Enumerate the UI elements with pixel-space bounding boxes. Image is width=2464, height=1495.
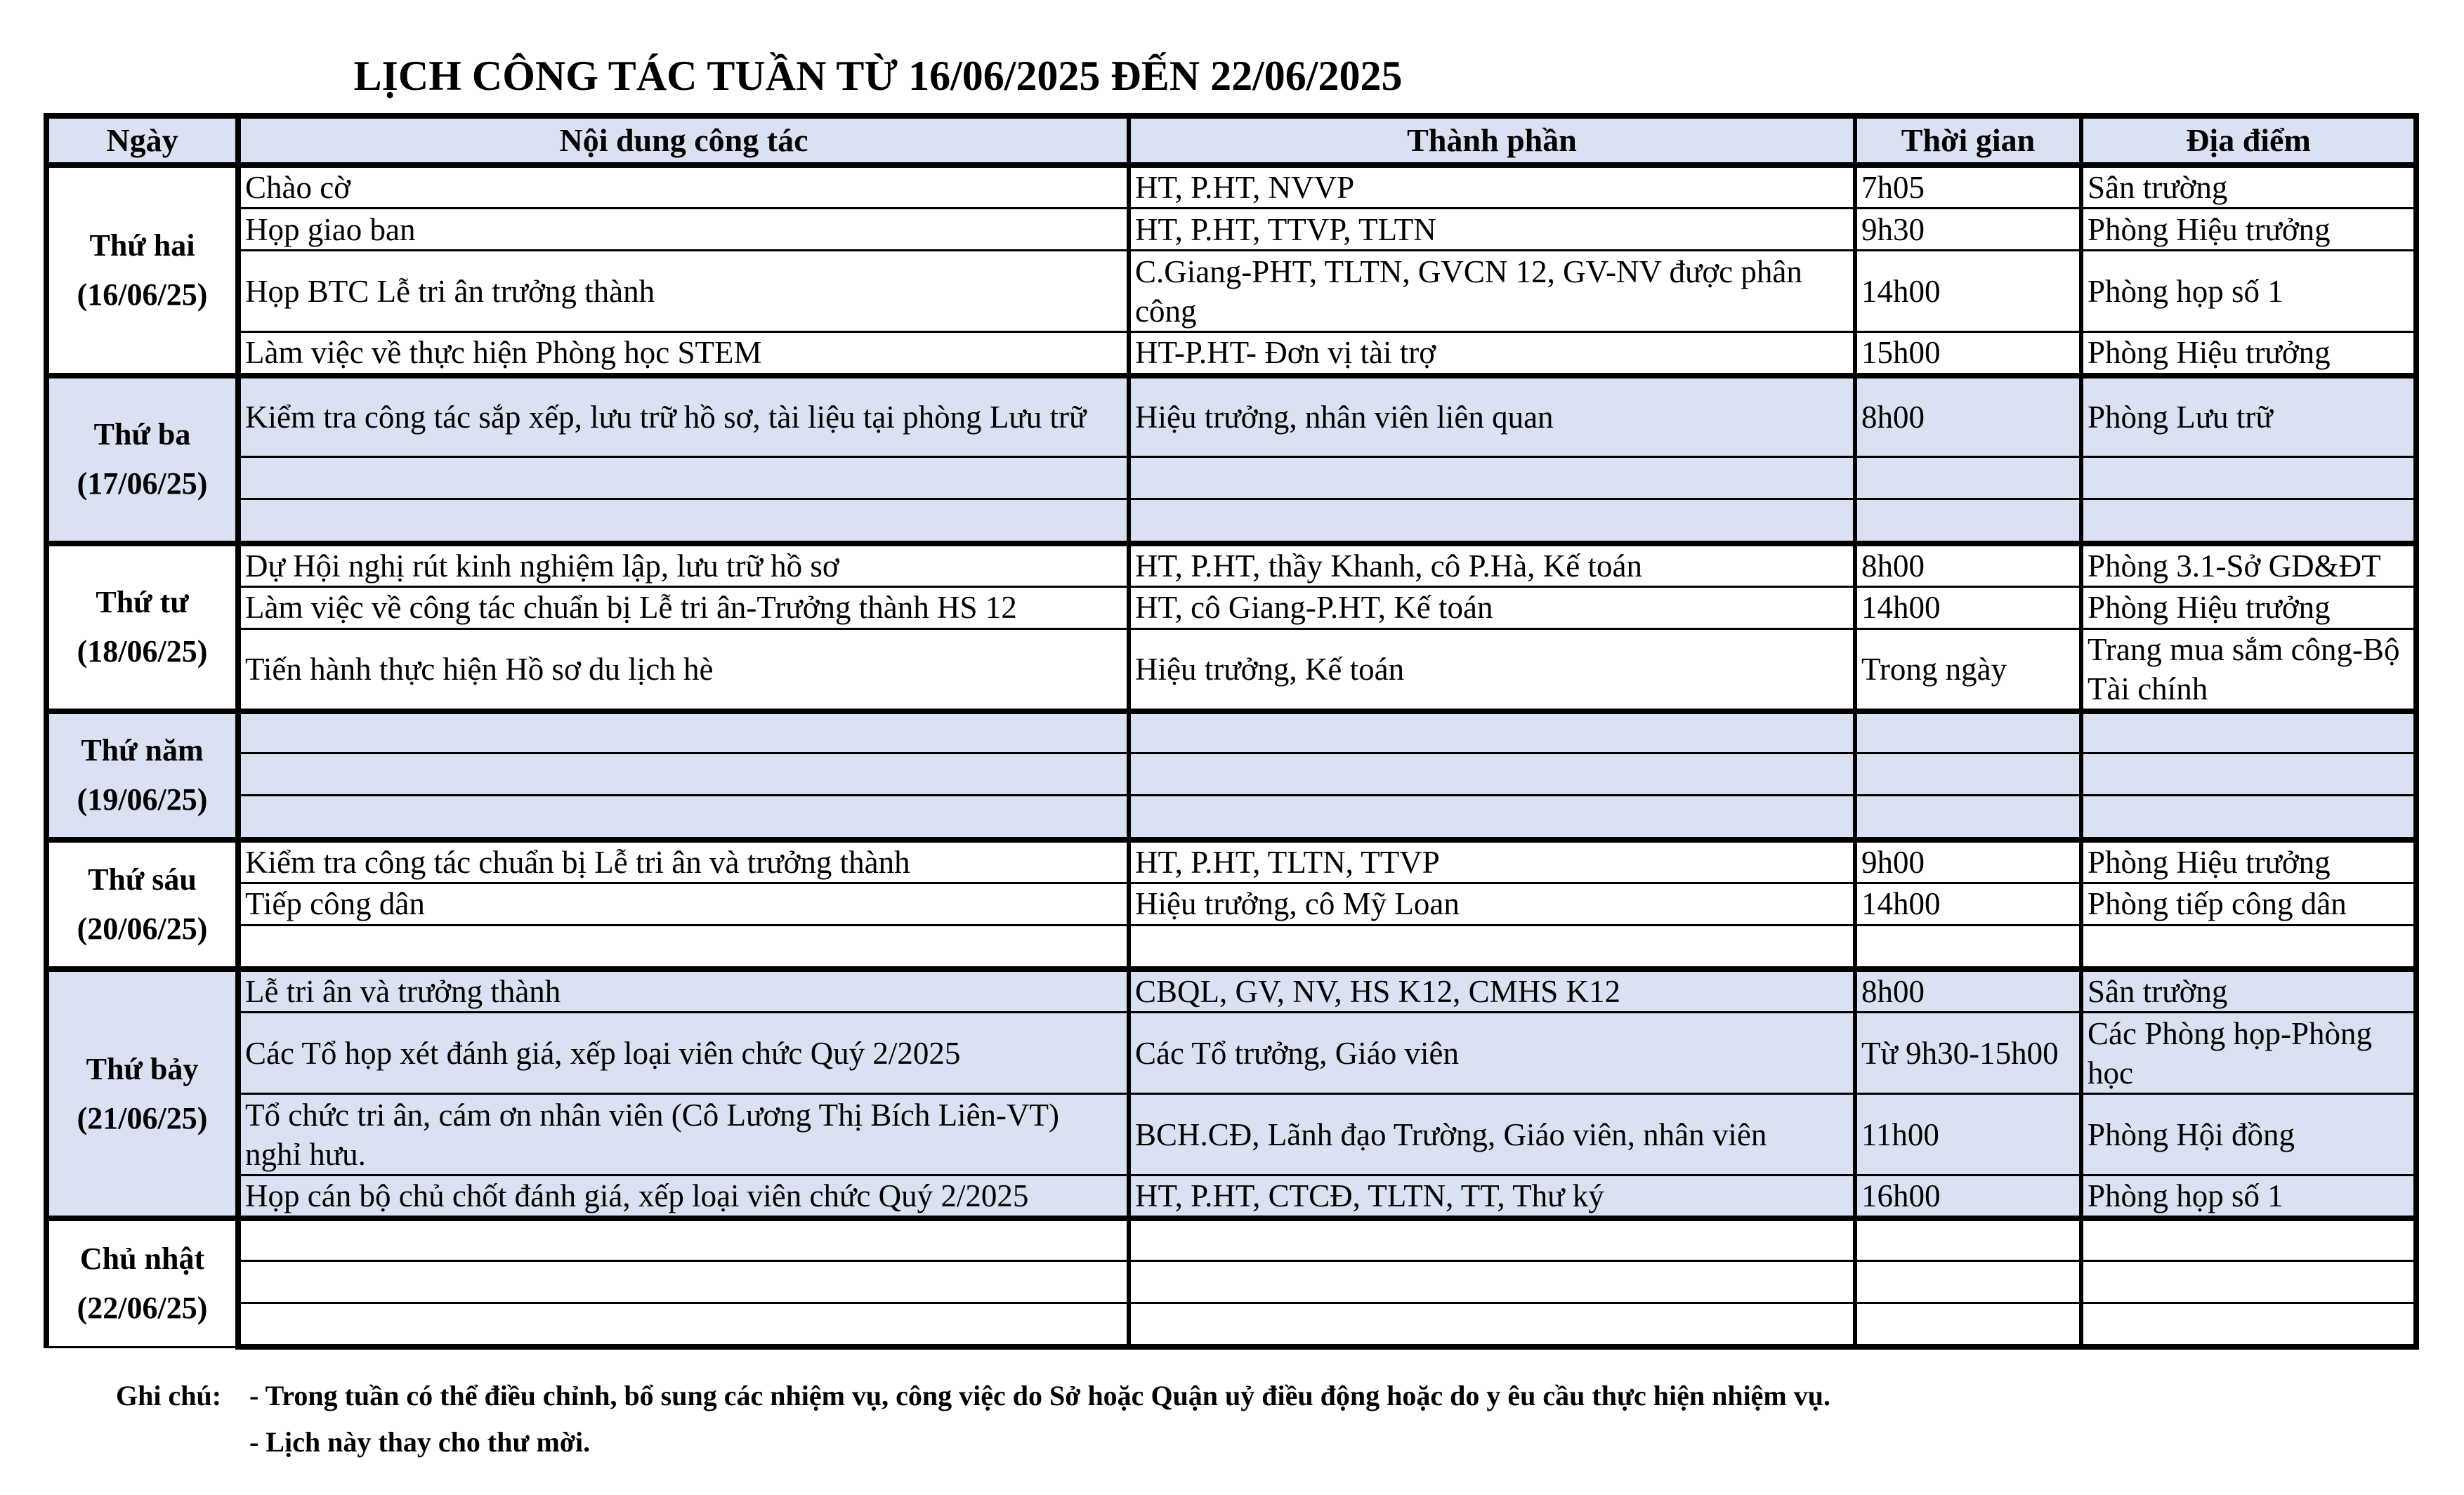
time-cell: 11h00 — [1855, 1094, 2081, 1175]
day-cell — [46, 969, 238, 1218]
day-cell — [46, 544, 238, 711]
content-cell — [238, 1260, 1129, 1303]
content-cell — [238, 711, 1129, 753]
time-cell — [1855, 925, 2081, 969]
location-cell: Phòng Lưu trữ — [2081, 376, 2416, 457]
participants-cell — [1129, 1260, 1855, 1303]
schedule-body — [46, 165, 2416, 1347]
location-cell — [2081, 1218, 2416, 1260]
day-name: Thứ hai — [89, 228, 195, 263]
day-name: Thứ sáu — [88, 862, 197, 897]
day-cell — [46, 376, 238, 544]
content-cell — [238, 1218, 1129, 1260]
content-cell — [238, 1303, 1129, 1347]
note-line — [116, 1419, 1830, 1466]
header-participants: Thành phần — [1129, 116, 1855, 165]
time-cell — [1855, 796, 2081, 840]
day-date: (16/06/25) — [77, 277, 208, 312]
content-cell: Tổ chức tri ân, cám ơn nhân viên (Cô Lương Thị Bích Liên-VT) nghỉ hưu. — [238, 1094, 1129, 1175]
time-cell — [1855, 1260, 2081, 1303]
table-row — [46, 1175, 2416, 1219]
location-cell: Phòng Hiệu trưởng — [2081, 840, 2416, 883]
participants-cell: HT, P.HT, NVVP — [1129, 165, 1855, 209]
participants-cell: BCH.CĐ, Lãnh đạo Trường, Giáo viên, nhân viên — [1129, 1094, 1855, 1175]
participants-cell: HT, P.HT, TTVP, TLTN — [1129, 209, 1855, 251]
page-title: LỊCH CÔNG TÁC TUẦN TỪ 16/06/2025 ĐẾN 22/06/2025 — [353, 53, 1403, 99]
location-cell — [2081, 457, 2416, 499]
content-cell: Tiến hành thực hiện Hồ sơ du lịch hè — [238, 628, 1129, 711]
day-date: (20/06/25) — [77, 911, 208, 946]
content-cell: Kiểm tra công tác sắp xếp, lưu trữ hồ sơ, tài liệu tại phòng Lưu trữ — [238, 376, 1129, 457]
time-cell: 15h00 — [1855, 332, 2081, 376]
content-cell: Dự Hội nghị rút kinh nghiệm lập, lưu trữ hồ sơ — [238, 544, 1129, 587]
time-cell: Trong ngày — [1855, 628, 2081, 711]
table-row — [46, 969, 2416, 1013]
table-row — [46, 1094, 2416, 1175]
time-cell: 9h00 — [1855, 840, 2081, 883]
location-cell: Sân trường — [2081, 165, 2416, 209]
header-location: Địa điểm — [2081, 116, 2416, 165]
table-row — [46, 711, 2416, 753]
day-date: (18/06/25) — [77, 634, 208, 669]
location-cell: Phòng tiếp công dân — [2081, 883, 2416, 925]
table-row — [46, 753, 2416, 796]
table-row — [46, 586, 2416, 628]
day-name: Chủ nhật — [79, 1241, 205, 1276]
time-cell — [1855, 1218, 2081, 1260]
participants-cell: HT, P.HT, TLTN, TTVP — [1129, 840, 1855, 883]
table-row — [46, 376, 2416, 457]
content-cell — [238, 925, 1129, 969]
table-row — [46, 499, 2416, 544]
header-time: Thời gian — [1855, 116, 2081, 165]
day-cell — [46, 1218, 238, 1347]
participants-cell — [1129, 796, 1855, 840]
location-cell: Trang mua sắm công-Bộ Tài chính — [2081, 628, 2416, 711]
participants-cell: HT, P.HT, thầy Khanh, cô P.Hà, Kế toán — [1129, 544, 1855, 587]
content-cell: Làm việc về công tác chuẩn bị Lễ tri ân-Trưởng thành HS 12 — [238, 586, 1129, 628]
header-day: Ngày — [46, 116, 238, 165]
location-cell: Phòng Hiệu trưởng — [2081, 332, 2416, 376]
time-cell: 8h00 — [1855, 544, 2081, 587]
location-cell — [2081, 1303, 2416, 1347]
time-cell: Từ 9h30-15h00 — [1855, 1013, 2081, 1094]
content-cell: Làm việc về thực hiện Phòng học STEM — [238, 332, 1129, 376]
table-row — [46, 796, 2416, 840]
location-cell — [2081, 925, 2416, 969]
table-row — [46, 1218, 2416, 1260]
location-cell: Phòng họp số 1 — [2081, 1175, 2416, 1219]
schedule-table — [44, 113, 2419, 1350]
time-cell: 7h05 — [1855, 165, 2081, 209]
time-cell — [1855, 499, 2081, 544]
time-cell: 9h30 — [1855, 209, 2081, 251]
time-cell: 14h00 — [1855, 586, 2081, 628]
time-cell: 14h00 — [1855, 251, 2081, 332]
participants-cell: Hiệu trưởng, Kế toán — [1129, 628, 1855, 711]
table-row — [46, 165, 2416, 209]
note-text: - Lịch này thay cho thư mời. — [249, 1426, 591, 1458]
time-cell: 14h00 — [1855, 883, 2081, 925]
content-cell: Lễ tri ân và trưởng thành — [238, 969, 1129, 1013]
location-cell: Phòng Hội đồng — [2081, 1094, 2416, 1175]
participants-cell: HT-P.HT- Đơn vị tài trợ — [1129, 332, 1855, 376]
content-cell: Tiếp công dân — [238, 883, 1129, 925]
content-cell: Các Tổ họp xét đánh giá, xếp loại viên chức Quý 2/2025 — [238, 1013, 1129, 1094]
participants-cell — [1129, 499, 1855, 544]
day-cell — [46, 840, 238, 970]
notes — [116, 1373, 1830, 1466]
content-cell — [238, 753, 1129, 796]
table-row — [46, 1303, 2416, 1347]
participants-cell: C.Giang-PHT, TLTN, GVCN 12, GV-NV được phân công — [1129, 251, 1855, 332]
table-row — [46, 883, 2416, 925]
location-cell — [2081, 796, 2416, 840]
time-cell — [1855, 711, 2081, 753]
participants-cell: HT, cô Giang-P.HT, Kế toán — [1129, 586, 1855, 628]
time-cell — [1855, 753, 2081, 796]
note-line — [116, 1373, 1830, 1419]
table-row — [46, 332, 2416, 376]
location-cell: Phòng họp số 1 — [2081, 251, 2416, 332]
content-cell: Chào cờ — [238, 165, 1129, 209]
day-date: (19/06/25) — [77, 782, 208, 817]
participants-cell — [1129, 1303, 1855, 1347]
note-text: - Trong tuần có thể điều chỉnh, bổ sung các nhiệm vụ, công việc do Sở hoặc Quận uỷ điều động hoặc do y êu cầu thực hiện nhiệm vụ. — [249, 1380, 1830, 1411]
participants-cell: HT, P.HT, CTCĐ, TLTN, TT, Thư ký — [1129, 1175, 1855, 1219]
location-cell: Phòng 3.1-Sở GD&ĐT — [2081, 544, 2416, 587]
time-cell — [1855, 457, 2081, 499]
location-cell: Phòng Hiệu trưởng — [2081, 209, 2416, 251]
content-cell — [238, 457, 1129, 499]
participants-cell: CBQL, GV, NV, HS K12, CMHS K12 — [1129, 969, 1855, 1013]
location-cell — [2081, 711, 2416, 753]
time-cell: 8h00 — [1855, 376, 2081, 457]
day-date: (17/06/25) — [77, 466, 208, 501]
participants-cell — [1129, 925, 1855, 969]
content-cell: Họp giao ban — [238, 209, 1129, 251]
location-cell — [2081, 753, 2416, 796]
day-cell — [46, 165, 238, 376]
time-cell: 16h00 — [1855, 1175, 2081, 1219]
table-row — [46, 544, 2416, 587]
table-row — [46, 840, 2416, 883]
participants-cell: Hiệu trưởng, cô Mỹ Loan — [1129, 883, 1855, 925]
table-row — [46, 1013, 2416, 1094]
header-row — [46, 116, 2416, 165]
content-cell: Kiểm tra công tác chuẩn bị Lễ tri ân và trưởng thành — [238, 840, 1129, 883]
table-row — [46, 251, 2416, 332]
table-row — [46, 209, 2416, 251]
day-name: Thứ ba — [93, 417, 191, 452]
participants-cell — [1129, 457, 1855, 499]
table-row — [46, 925, 2416, 969]
content-cell — [238, 796, 1129, 840]
header-content: Nội dung công tác — [238, 116, 1129, 165]
participants-cell — [1129, 711, 1855, 753]
content-cell — [238, 499, 1129, 544]
content-cell: Họp BTC Lễ tri ân trưởng thành — [238, 251, 1129, 332]
day-date: (22/06/25) — [77, 1290, 208, 1325]
day-cell — [46, 711, 238, 840]
participants-cell: Các Tổ trưởng, Giáo viên — [1129, 1013, 1855, 1094]
day-name: Thứ tư — [96, 585, 189, 619]
location-cell: Sân trường — [2081, 969, 2416, 1013]
location-cell — [2081, 1260, 2416, 1303]
day-date: (21/06/25) — [77, 1100, 208, 1135]
day-name: Thứ bảy — [86, 1051, 199, 1086]
participants-cell — [1129, 753, 1855, 796]
participants-cell — [1129, 1218, 1855, 1260]
location-cell: Các Phòng họp-Phòng học — [2081, 1013, 2416, 1094]
content-cell: Họp cán bộ chủ chốt đánh giá, xếp loại viên chức Quý 2/2025 — [238, 1175, 1129, 1219]
table-row — [46, 457, 2416, 499]
notes-label: Ghi chú: — [116, 1380, 222, 1411]
day-name: Thứ năm — [81, 733, 204, 768]
table-row — [46, 1260, 2416, 1303]
time-cell — [1855, 1303, 2081, 1347]
location-cell — [2081, 499, 2416, 544]
location-cell: Phòng Hiệu trưởng — [2081, 586, 2416, 628]
time-cell: 8h00 — [1855, 969, 2081, 1013]
table-row — [46, 628, 2416, 711]
participants-cell: Hiệu trưởng, nhân viên liên quan — [1129, 376, 1855, 457]
